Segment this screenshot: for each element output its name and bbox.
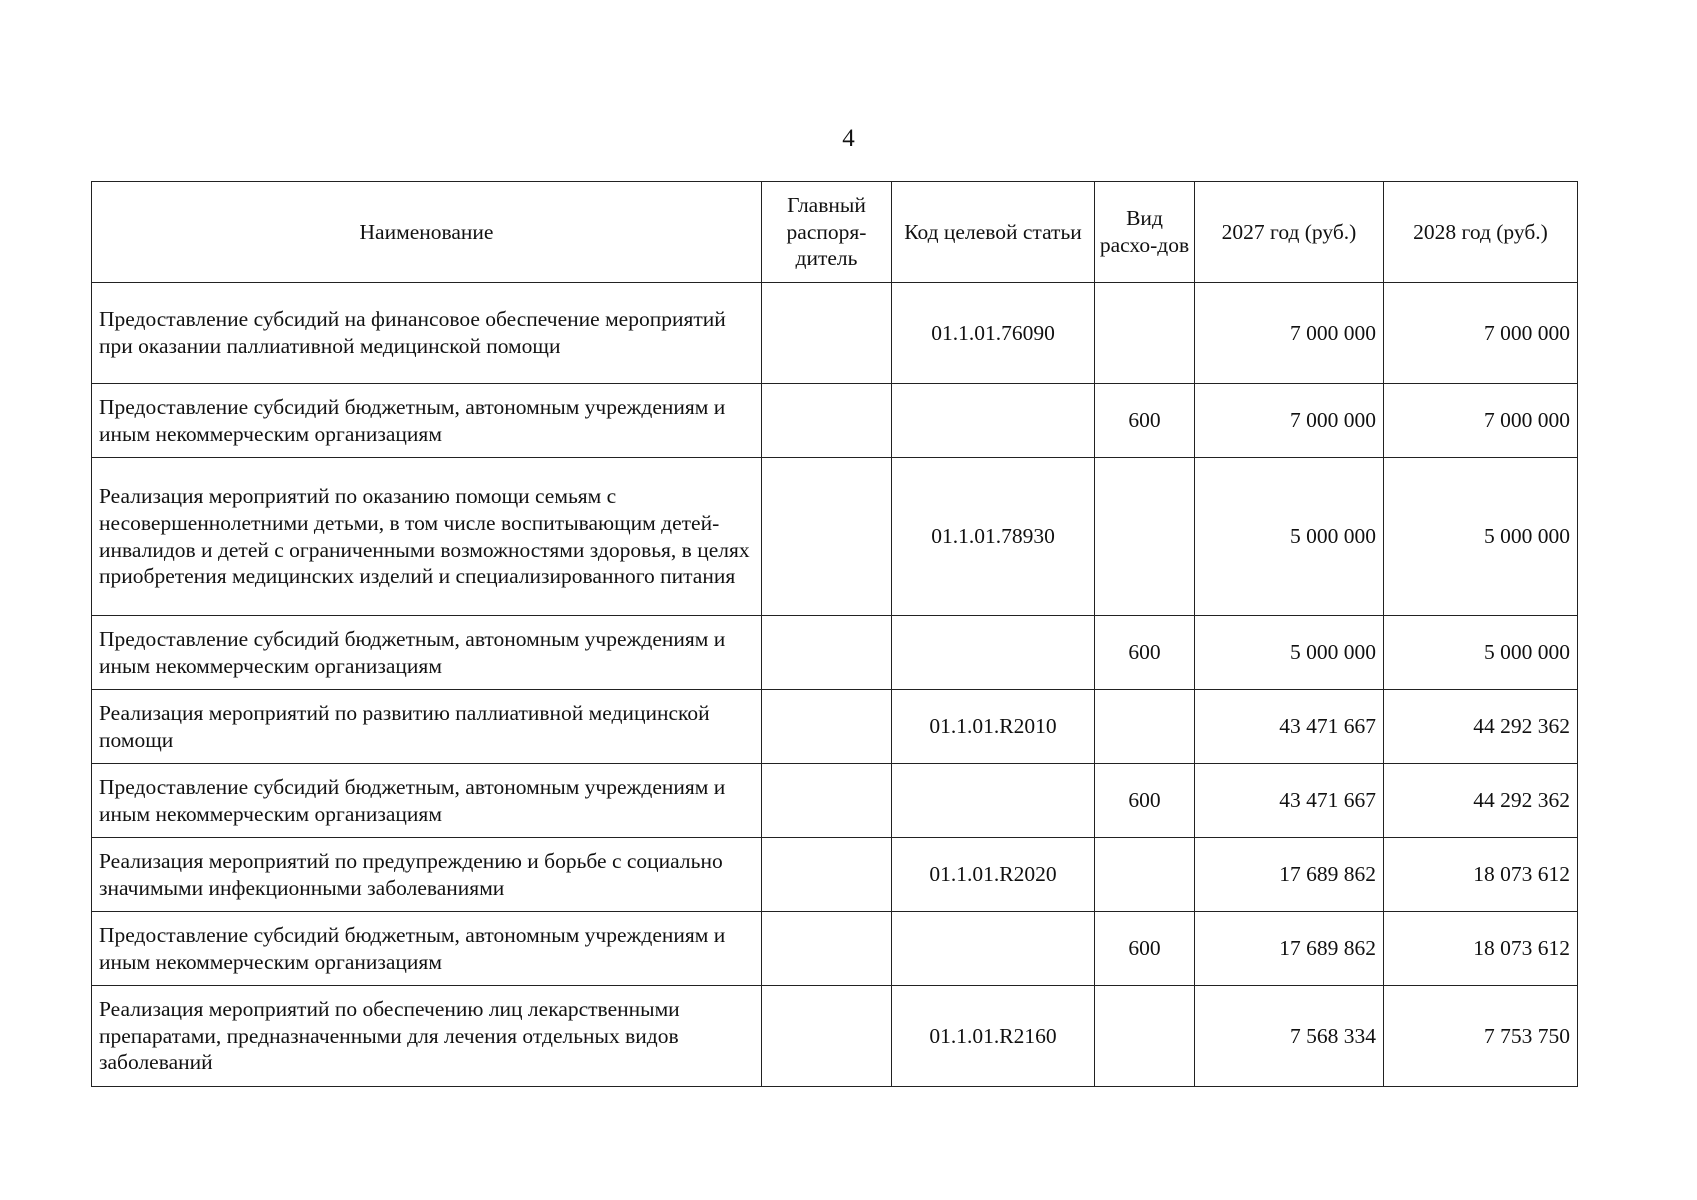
row-manager	[762, 283, 892, 384]
row-expense-type	[1095, 283, 1195, 384]
row-amount-2027: 7 568 334	[1195, 986, 1384, 1087]
row-code	[892, 912, 1095, 986]
row-expense-type	[1095, 458, 1195, 616]
row-name: Предоставление субсидий бюджетным, автономным учреждениям и иным некоммерческим организациям	[92, 616, 762, 690]
row-amount-2027: 17 689 862	[1195, 838, 1384, 912]
row-name: Реализация мероприятий по развитию паллиативной медицинской помощи	[92, 690, 762, 764]
row-code: 01.1.01.78930	[892, 458, 1095, 616]
table-row	[92, 838, 1578, 912]
row-manager	[762, 690, 892, 764]
row-expense-type	[1095, 986, 1195, 1087]
table-row	[92, 690, 1578, 764]
row-code: 01.1.01.R2010	[892, 690, 1095, 764]
row-code	[892, 616, 1095, 690]
row-name: Предоставление субсидий на финансовое обеспечение мероприятий при оказании паллиативной медицинской помощи	[92, 283, 762, 384]
row-name: Предоставление субсидий бюджетным, автономным учреждениям и иным некоммерческим организациям	[92, 384, 762, 458]
budget-table	[91, 181, 1578, 1087]
row-manager	[762, 986, 892, 1087]
row-name: Реализация мероприятий по обеспечению лиц лекарственными препаратами, предназначенными для лечения отдельных видов заболеваний	[92, 986, 762, 1087]
row-amount-2028: 7 753 750	[1384, 986, 1578, 1087]
header-year-2028: 2028 год (руб.)	[1384, 182, 1578, 283]
row-amount-2028: 44 292 362	[1384, 690, 1578, 764]
row-amount-2028: 7 000 000	[1384, 283, 1578, 384]
row-expense-type	[1095, 838, 1195, 912]
row-amount-2028: 18 073 612	[1384, 838, 1578, 912]
row-amount-2027: 43 471 667	[1195, 690, 1384, 764]
row-name: Реализация мероприятий по оказанию помощи семьям с несовершеннолетними детьми, в том числе воспитывающим детей-инвалидов и детей с ограниченными возможностями здоровья, в целях приобретения медицинских изделий и специализированного питания	[92, 458, 762, 616]
table-row	[92, 912, 1578, 986]
table-row	[92, 384, 1578, 458]
row-code	[892, 764, 1095, 838]
row-amount-2027: 17 689 862	[1195, 912, 1384, 986]
row-name: Предоставление субсидий бюджетным, автономным учреждениям и иным некоммерческим организациям	[92, 764, 762, 838]
row-amount-2028: 5 000 000	[1384, 616, 1578, 690]
page-number: 4	[842, 125, 855, 152]
row-expense-type: 600	[1095, 912, 1195, 986]
row-code: 01.1.01.R2020	[892, 838, 1095, 912]
table-row	[92, 986, 1578, 1087]
row-amount-2027: 5 000 000	[1195, 616, 1384, 690]
table-row	[92, 764, 1578, 838]
row-name: Предоставление субсидий бюджетным, автономным учреждениям и иным некоммерческим организациям	[92, 912, 762, 986]
row-amount-2027: 43 471 667	[1195, 764, 1384, 838]
row-code	[892, 384, 1095, 458]
row-amount-2027: 7 000 000	[1195, 384, 1384, 458]
table-row	[92, 283, 1578, 384]
row-name: Реализация мероприятий по предупреждению и борьбе с социально значимыми инфекционными заболеваниями	[92, 838, 762, 912]
row-manager	[762, 912, 892, 986]
header-year-2027: 2027 год (руб.)	[1195, 182, 1384, 283]
row-amount-2027: 5 000 000	[1195, 458, 1384, 616]
row-manager	[762, 838, 892, 912]
row-manager	[762, 458, 892, 616]
row-amount-2028: 7 000 000	[1384, 384, 1578, 458]
header-code: Код целевой статьи	[892, 182, 1095, 283]
row-code: 01.1.01.R2160	[892, 986, 1095, 1087]
row-expense-type: 600	[1095, 616, 1195, 690]
row-manager	[762, 764, 892, 838]
row-expense-type	[1095, 690, 1195, 764]
row-amount-2027: 7 000 000	[1195, 283, 1384, 384]
table-row	[92, 458, 1578, 616]
row-amount-2028: 18 073 612	[1384, 912, 1578, 986]
row-amount-2028: 44 292 362	[1384, 764, 1578, 838]
header-manager: Главный распоря-дитель	[762, 182, 892, 283]
row-expense-type: 600	[1095, 384, 1195, 458]
row-manager	[762, 616, 892, 690]
header-expense-type: Вид расхо-дов	[1095, 182, 1195, 283]
row-code: 01.1.01.76090	[892, 283, 1095, 384]
table-row	[92, 616, 1578, 690]
row-amount-2028: 5 000 000	[1384, 458, 1578, 616]
table-header-row	[92, 182, 1578, 283]
row-expense-type: 600	[1095, 764, 1195, 838]
header-name: Наименование	[92, 182, 762, 283]
row-manager	[762, 384, 892, 458]
